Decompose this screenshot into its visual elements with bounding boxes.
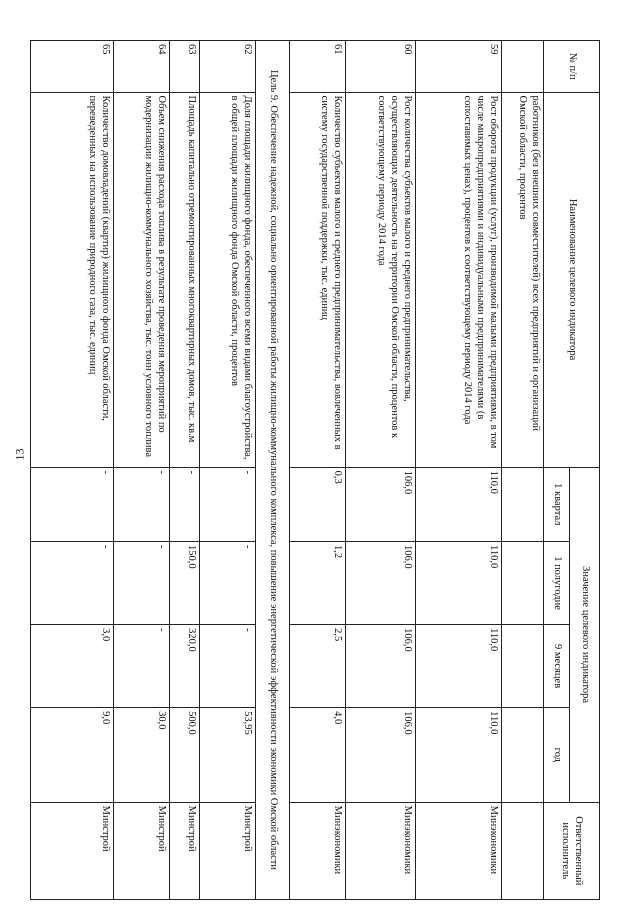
header-target-value: Значение целевого индикатора [570, 467, 600, 802]
table-row [290, 41, 346, 900]
row-year: 500,0 [170, 708, 200, 803]
row-9m: - [114, 625, 170, 708]
row-executor: Минстрой [200, 802, 256, 899]
header-name: Наименование целевого индикатора [544, 92, 600, 467]
row-year [502, 708, 544, 803]
row-name: Количество субъектов малого и среднего предпринимательства, вовлеченных в систему государственной поддержки, тыс. единиц [290, 92, 346, 467]
row-q1: 110,0 [416, 467, 502, 541]
row-q1: - [170, 467, 200, 541]
row-name: Объем снижения расхода топлива в результате проведения мероприятий по модернизации жилищно-коммунального хозяйства, тыс. тонн условного топлива [114, 92, 170, 467]
row-9m: 110,0 [416, 625, 502, 708]
row-h1: - [200, 542, 256, 625]
header-executor: Ответственный исполнитель [544, 802, 600, 899]
row-num: 59 [416, 41, 502, 93]
table-row-continuation [502, 41, 544, 900]
row-year: 9,0 [31, 708, 114, 803]
table-row [114, 41, 170, 900]
row-year: 106,0 [346, 708, 416, 803]
row-num: 62 [200, 41, 256, 93]
row-q1: 0,3 [290, 467, 346, 541]
header-q1: 1 квартал [544, 467, 570, 541]
row-name: работников (без внешних совместителей) всех предприятий и организаций Омской области, процентов [502, 92, 544, 467]
row-year: 30,0 [114, 708, 170, 803]
indicator-table [30, 40, 600, 900]
row-executor: Минэкономики [346, 802, 416, 899]
row-num: 64 [114, 41, 170, 93]
row-9m [502, 625, 544, 708]
row-num [502, 41, 544, 93]
row-name: Количество домовладений (квартир) жилищного фонда Омской области, переведенных на использование природного газа, тыс. единиц [31, 92, 114, 467]
row-h1: 1,2 [290, 542, 346, 625]
header-9m: 9 месяцев [544, 625, 570, 708]
row-9m: 106,0 [346, 625, 416, 708]
row-h1: 110,0 [416, 542, 502, 625]
row-num: 61 [290, 41, 346, 93]
row-q1: 106,0 [346, 467, 416, 541]
table-row [170, 41, 200, 900]
row-q1: - [31, 467, 114, 541]
row-executor: Минстрой [31, 802, 114, 899]
row-q1 [502, 467, 544, 541]
row-h1: 150,0 [170, 542, 200, 625]
row-h1: - [114, 542, 170, 625]
row-h1: - [31, 542, 114, 625]
goal-9-heading: Цель 9. Обеспечение надежной, социально ориентированной работы жилищно-коммунального комплекса, повышение энергетической эффективности экономики Омской области [256, 41, 290, 900]
row-executor: Минстрой [170, 802, 200, 899]
header-h1: 1 полугодие [544, 542, 570, 625]
row-executor [502, 802, 544, 899]
row-executor: Минэкономики [416, 802, 502, 899]
table-row [416, 41, 502, 900]
row-num: 60 [346, 41, 416, 93]
page-number: 13 [12, 448, 27, 461]
row-year: 4,0 [290, 708, 346, 803]
table-row [200, 41, 256, 900]
row-name: Площадь капитально отремонтированных многоквартирных домов, тыс. кв.м [170, 92, 200, 467]
row-q1: - [114, 467, 170, 541]
row-h1 [502, 542, 544, 625]
row-q1: - [200, 467, 256, 541]
indicator-table-rotated [30, 40, 600, 900]
row-num: 65 [31, 41, 114, 93]
table-row [346, 41, 416, 900]
row-9m: 2,5 [290, 625, 346, 708]
row-9m: 3,0 [31, 625, 114, 708]
row-year: 53,95 [200, 708, 256, 803]
row-name: Рост оборота продукции (услуг), производимой малыми предприятиями, в том числе микропредприятиями и индивидуальными предпринимателями (в сопоставимых ценах), процентов к соответствующему периоду 2014 года [416, 92, 502, 467]
row-num: 63 [170, 41, 200, 93]
row-year: 110,0 [416, 708, 502, 803]
table-row [31, 41, 114, 900]
row-9m: 320,0 [170, 625, 200, 708]
row-executor: Минстрой [114, 802, 170, 899]
row-name: Доля площади жилищного фонда, обеспеченного всеми видами благоустройства, в общей площади жилищного фонда Омской области, процентов [200, 92, 256, 467]
row-h1: 106,0 [346, 542, 416, 625]
header-num: № п/п [544, 41, 600, 93]
row-executor: Минэкономики [290, 802, 346, 899]
goal-row [256, 41, 290, 900]
row-name: Рост количества субъектов малого и среднего предпринимательства, осуществляющих деятельность на территории Омской области, процентов к соответствующему периоду 2014 года [346, 92, 416, 467]
row-9m: - [200, 625, 256, 708]
header-year: год [544, 708, 570, 803]
